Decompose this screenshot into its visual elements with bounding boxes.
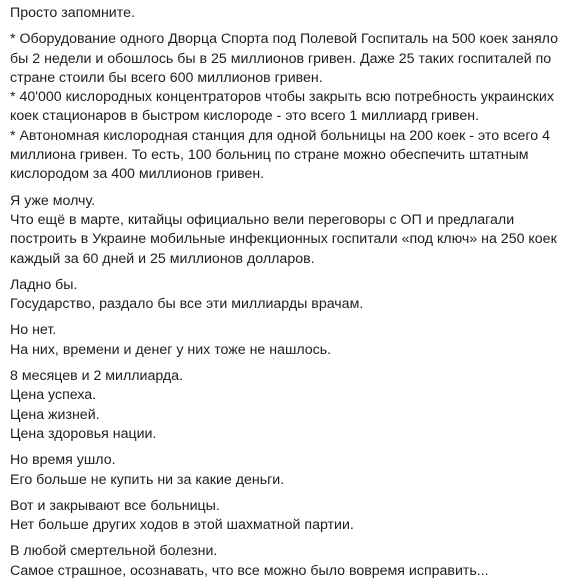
- paragraph: [10, 451, 556, 490]
- text-line: Ладно бы.: [10, 276, 78, 293]
- text-line: Его больше не купить ни за какие деньги.: [10, 471, 285, 488]
- text-line: В любой смертельной болезни.: [10, 543, 218, 560]
- text-line: Государство, раздало бы все эти миллиарды врачам.: [10, 296, 364, 313]
- text-line: Цена здоровья нации.: [10, 425, 157, 442]
- text-line: На них, времени и денег у них тоже не нашлось.: [10, 341, 332, 358]
- text-line: Просто запомните.: [10, 5, 135, 21]
- paragraph: [10, 542, 556, 581]
- text-line: стране стоили бы всего 600 миллионов гривен.: [10, 69, 323, 86]
- text-line: 8 месяцев и 2 миллиарда.: [10, 368, 184, 385]
- text-line: Что ещё в марте, китайцы официально вели переговоры с ОП и предлагали: [10, 211, 515, 228]
- text-line: Но нет.: [10, 322, 57, 339]
- paragraph: [10, 4, 556, 23]
- text-line: * 40'000 кислородных концентраторов чтобы закрыть всю потребность украинских: [10, 89, 554, 106]
- paragraph: [10, 276, 556, 315]
- paragraph: [10, 30, 559, 184]
- text-line: Вот и закрывают все больницы.: [10, 497, 220, 514]
- text-line: Нет больше других ходов в этой шахматной партии.: [10, 517, 354, 534]
- paragraph: [10, 321, 556, 360]
- text-line: * Оборудование одного Дворца Спорта под Полевой Госпиталь на 500 коек заняло: [10, 31, 559, 48]
- text-line: миллиона гривен. То есть, 100 больниц по стране можно обеспечить штатным: [10, 147, 529, 164]
- text-line: каждый за 60 дней и 25 миллионов долларов.: [10, 250, 315, 267]
- text-line: бы 2 недели и обошлось бы в 25 миллионов гривен. Даже 25 таких госпиталей по: [10, 50, 552, 67]
- paragraph: [10, 497, 556, 536]
- paragraph: [10, 367, 556, 444]
- text-line: кислородом за 400 миллионов гривен.: [10, 166, 265, 183]
- text-line: Я уже молчу.: [10, 192, 96, 209]
- text-line: Цена жизней.: [10, 406, 100, 423]
- text-line: построить в Украине мобильные инфекционных госпитали «под ключ» на 250 коек: [10, 231, 557, 248]
- text-line: Самое страшное, осознавать, что все можно было вовремя исправить...: [10, 562, 489, 579]
- paragraph: [10, 192, 556, 269]
- text-line: коек стационаров в быстром кислороде - это всего 1 миллиард гривен.: [10, 108, 480, 125]
- text-line: Цена успеха.: [10, 387, 97, 404]
- text-line: Но время ушло.: [10, 452, 116, 469]
- post-text: [10, 4, 559, 588]
- text-line: * Автономная кислородная станция для одной больницы на 200 коек - это всего 4: [10, 127, 551, 144]
